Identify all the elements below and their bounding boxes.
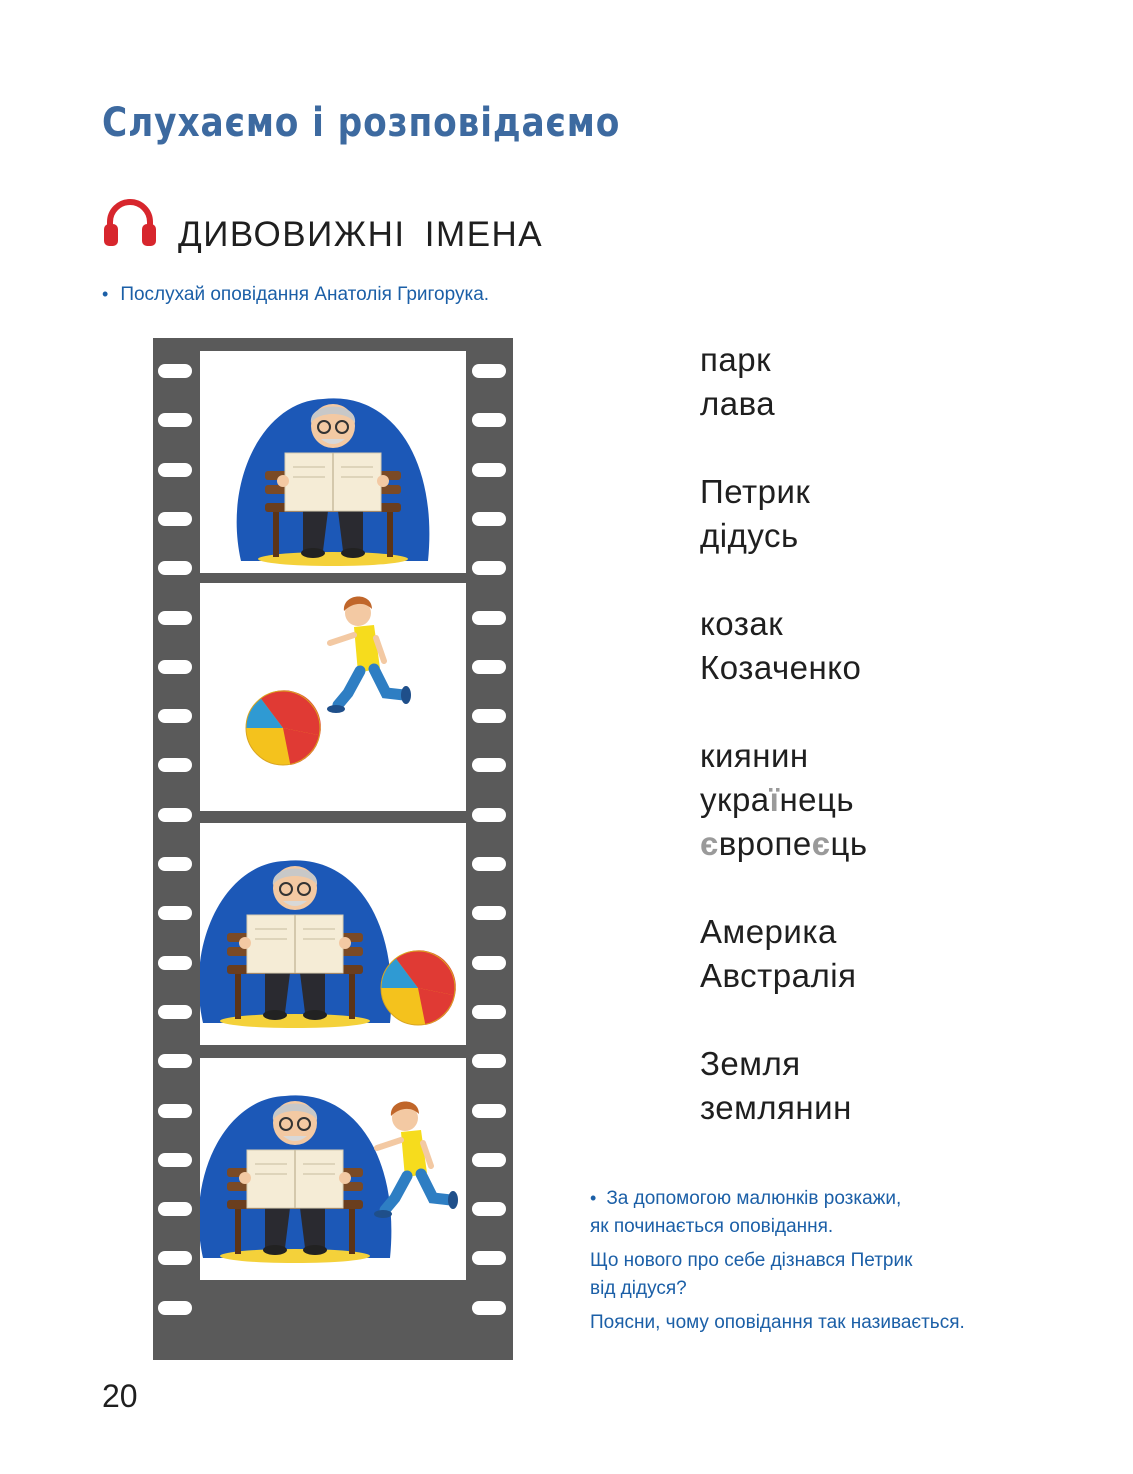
film-sprocket-hole [158,561,192,575]
film-sprocket-hole [158,512,192,526]
film-sprocket-hole [472,758,506,772]
word-part: ць [830,825,868,862]
word-part: киянин [700,737,809,774]
question-3: Поясни, чому оповідання так називається. [590,1312,965,1333]
scene-illustration [200,351,466,573]
headphones-icon [102,196,158,248]
scene-illustration [200,1058,466,1280]
film-sprocket-hole [472,1202,506,1216]
film-sprocket-hole [472,660,506,674]
word [700,822,1000,866]
word-part: Петрик [700,473,811,510]
film-sprocket-hole [472,1251,506,1265]
word [700,514,1000,558]
film-frame-grandfather-reading-newspaper-on-bench [200,351,466,573]
bullet-icon: • [102,284,109,304]
film-sprocket-hole [472,808,506,822]
question-2 [590,1247,1050,1303]
film-sprocket-hole [158,660,192,674]
film-sprocket-hole [158,413,192,427]
scene-illustration [200,823,466,1045]
film-frame-grandfather-reading-with-ball [200,823,466,1045]
question-2-line-2: від дідуся? [590,1278,687,1299]
word-part: дідусь [700,517,799,554]
film-sprocket-hole [158,364,192,378]
word-group [700,910,1000,998]
word [700,1086,1000,1130]
film-sprocket-hole [158,758,192,772]
word-part: нець [779,781,855,818]
film-sprocket-hole [472,1005,506,1019]
film-sprocket-hole [472,561,506,575]
question-1 [590,1184,1050,1241]
film-sprocket-hole [158,1301,192,1315]
film-sprocket-hole [472,364,506,378]
film-sprocket-hole [158,1104,192,1118]
film-sprocket-hole [158,808,192,822]
film-sprocket-hole [158,857,192,871]
word [700,470,1000,514]
word-part: Земля [700,1045,801,1082]
film-sprocket-hole [472,611,506,625]
film-sprocket-hole [472,956,506,970]
film-frame-boy-running-after-ball [200,583,466,811]
film-sprocket-hole [472,709,506,723]
page-number: 20 [102,1378,138,1414]
film-sprocket-hole [158,611,192,625]
word-part: укра [700,781,770,818]
word [700,910,1000,954]
question-1-line-1: За допомогою малюнків розкажи, [606,1188,902,1209]
word [700,734,1000,778]
word [700,602,1000,646]
scene-illustration [200,583,466,811]
film-sprocket-hole [158,906,192,920]
film-sprocket-hole [472,1153,506,1167]
instruction-text: Послухай оповідання Анатолія Григорука. [120,284,490,305]
film-strip [153,338,513,1360]
film-frame-boy-running-to-grandfather [200,1058,466,1280]
word [700,778,1000,822]
highlighted-letter: є [700,825,719,862]
film-sprocket-hole [472,413,506,427]
word [700,646,1000,690]
film-sprocket-hole [158,1153,192,1167]
word-list [700,338,1000,1174]
film-sprocket-hole [158,1054,192,1068]
word [700,338,1000,382]
film-sprocket-hole [158,1202,192,1216]
film-sprocket-hole [472,857,506,871]
film-sprocket-hole [158,709,192,723]
film-sprocket-hole [158,956,192,970]
story-title: ДИВОВИЖНІ ІМЕНА [178,215,544,254]
word-part: Австралія [700,957,857,994]
film-sprocket-hole [472,512,506,526]
listen-instruction [102,280,489,309]
film-sprocket-hole [158,1005,192,1019]
word-group [700,602,1000,690]
word-part: лава [700,385,776,422]
highlighted-letter: є [811,825,831,862]
film-sprocket-hole [472,463,506,477]
word-group [700,734,1000,866]
word-part: землянин [700,1089,852,1126]
word-part: Америка [700,913,837,950]
film-sprocket-hole [158,1251,192,1265]
film-sprocket-hole [472,1054,506,1068]
word-part: вропе [718,825,812,862]
word [700,1042,1000,1086]
word-group [700,338,1000,426]
question-2-line-1: Що нового про себе дізнався Петрик [590,1250,913,1271]
word-part: парк [700,341,772,378]
film-sprocket-hole [158,463,192,477]
film-sprocket-hole [472,1301,506,1315]
word-part: Козаченко [700,649,862,686]
word [700,954,1000,998]
word-group [700,1042,1000,1130]
highlighted-letter: ї [769,781,780,818]
film-sprocket-hole [472,906,506,920]
question-1-line-2: як починається оповідання. [590,1216,834,1237]
word [700,382,1000,426]
page-title: Слухаємо і розповідаємо [102,100,621,146]
bullet-icon: • [590,1188,597,1208]
film-sprocket-hole [472,1104,506,1118]
questions-block [590,1184,1050,1343]
word-part: козак [700,605,784,642]
word-group [700,470,1000,558]
